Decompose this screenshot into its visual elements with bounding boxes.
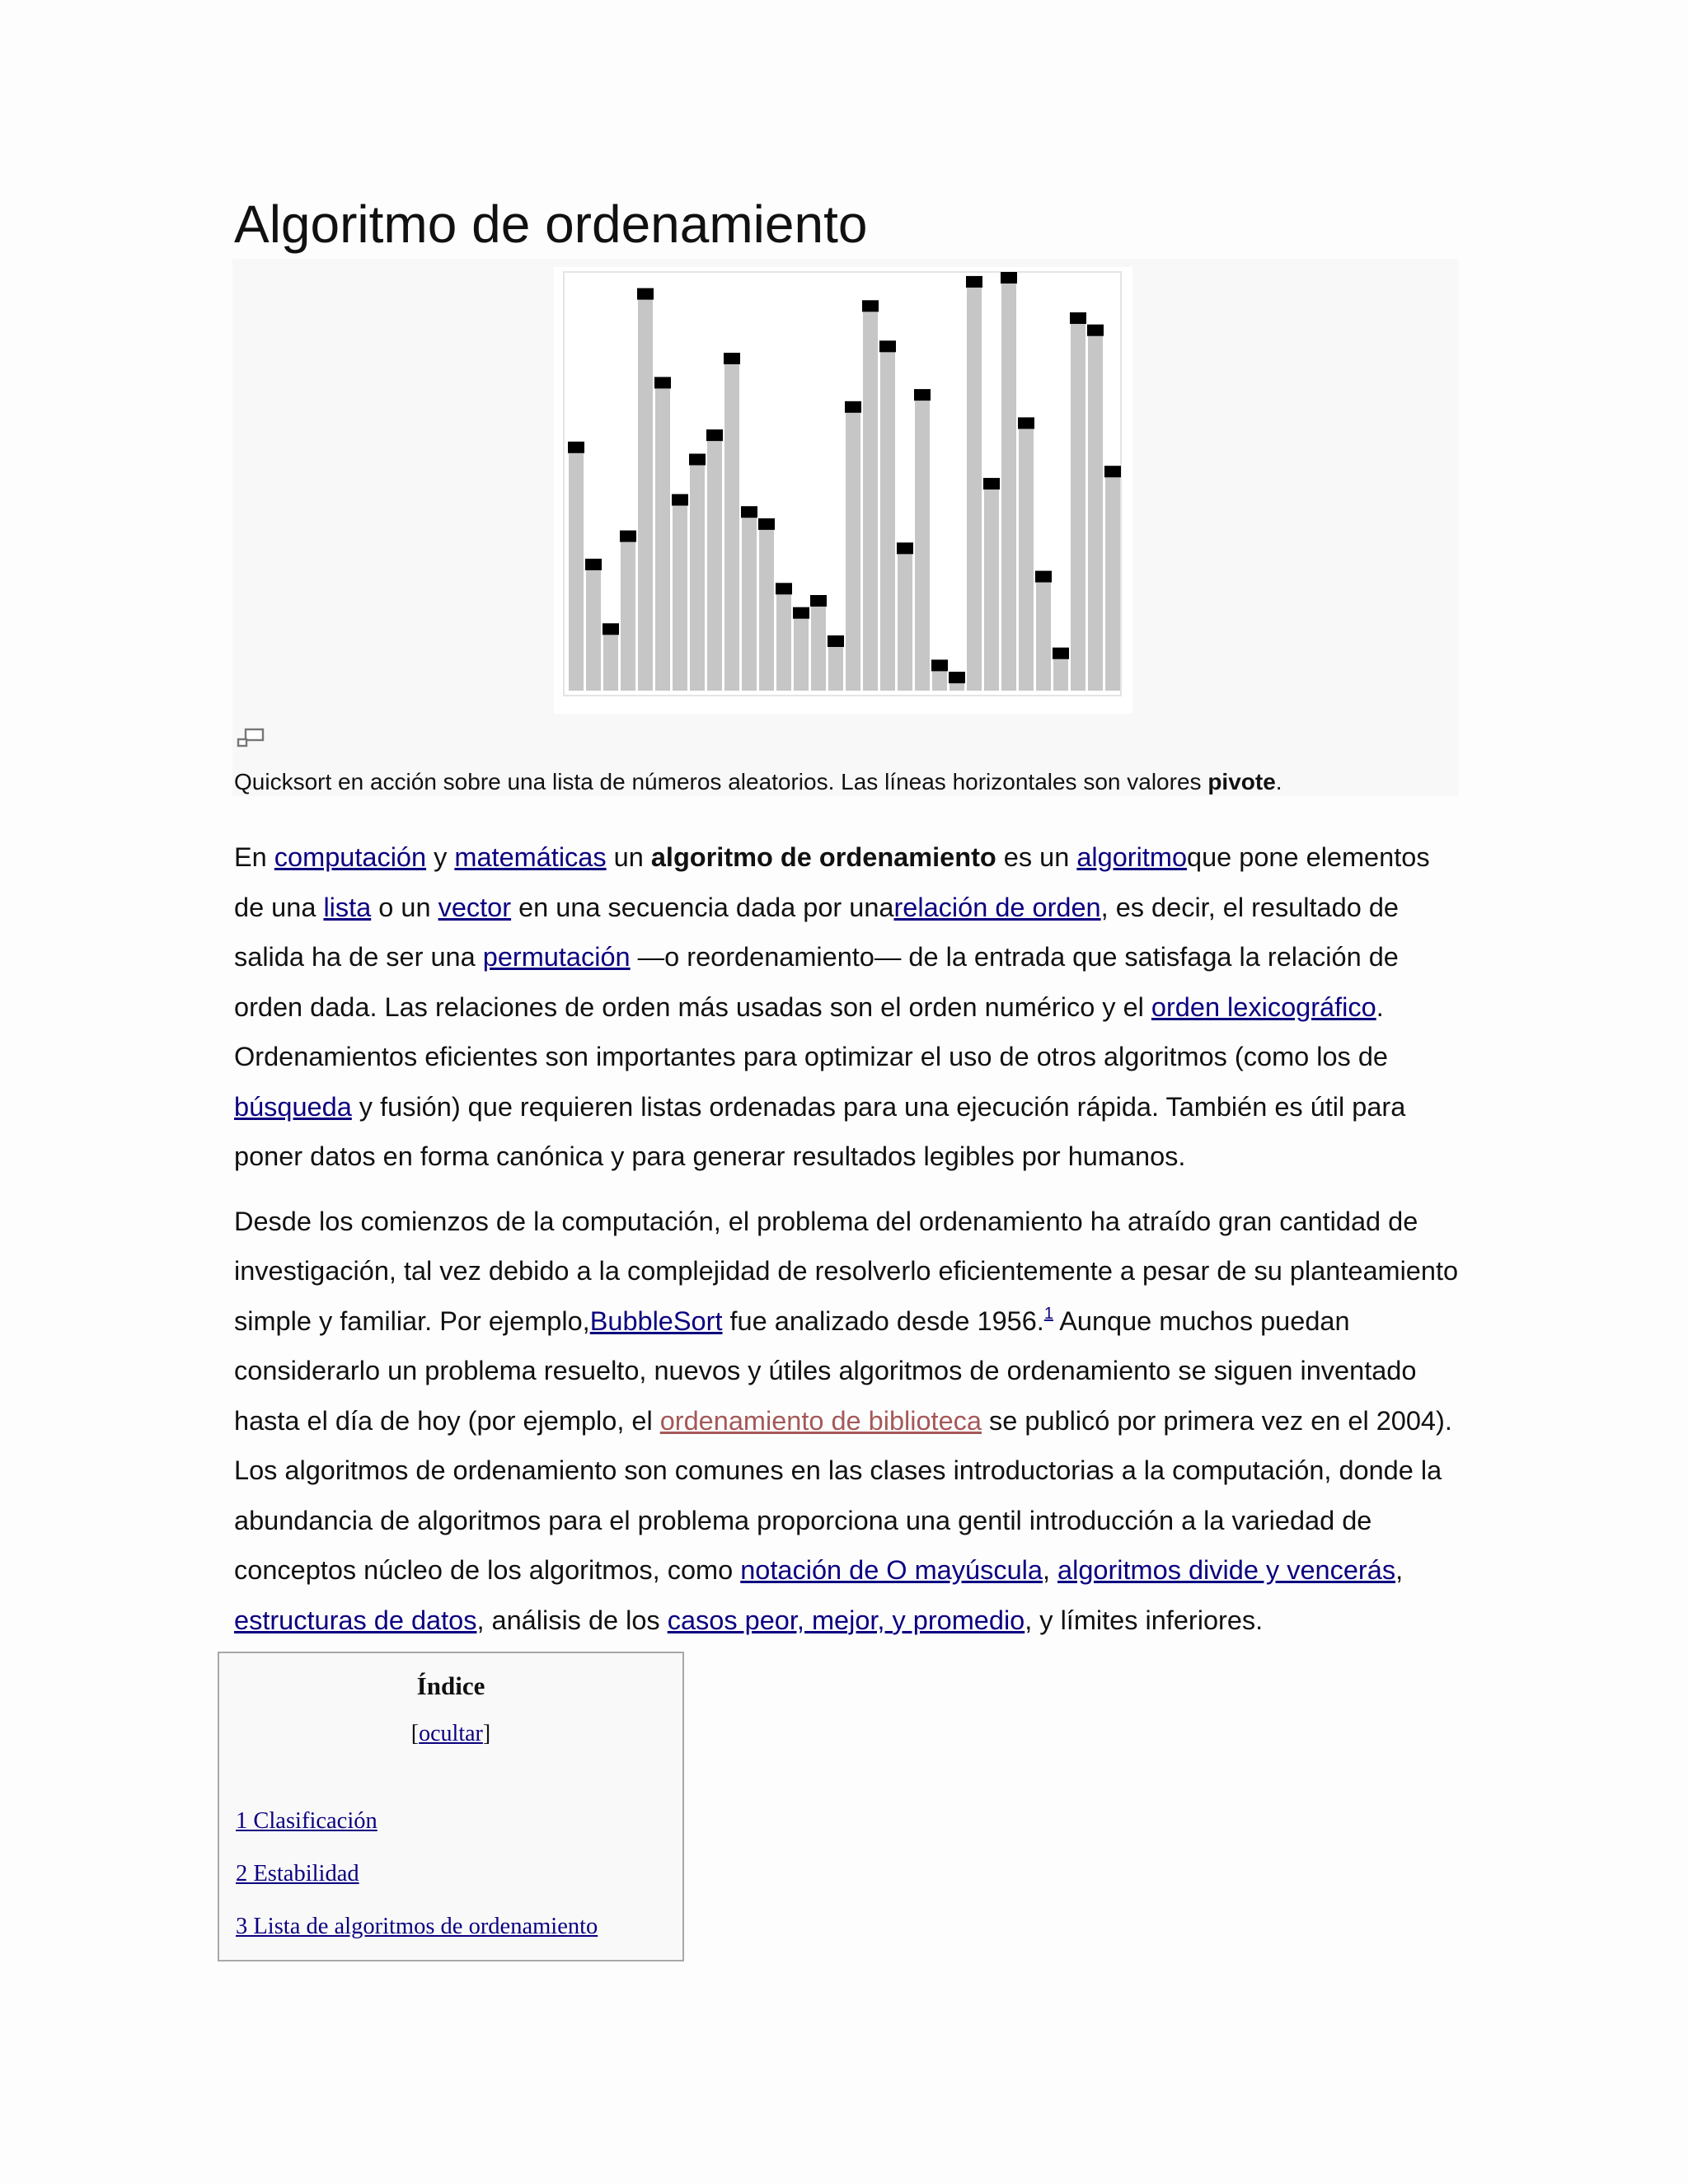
pivot-marker <box>879 340 896 352</box>
text: se publicó por primera vez en el 2004). Los algoritmos de ordenamiento son comunes en las clases introductorias a la computación, donde la abundancia de algoritmos para el problema proporciona una gentil introducción a la variedad de conceptos núcleo de los algoritmos, como <box>234 1405 1452 1585</box>
pivot-marker <box>1070 312 1086 324</box>
pivot-marker <box>793 607 809 619</box>
pivot-marker <box>810 595 827 607</box>
article-body <box>234 832 1462 1660</box>
bar <box>984 485 999 691</box>
history-paragraph <box>234 1197 1462 1646</box>
toc-title: Índice <box>416 1671 485 1700</box>
bar <box>707 436 722 691</box>
bar <box>1019 424 1034 691</box>
link-algoritmo[interactable]: algoritmo <box>1076 842 1188 872</box>
bar <box>586 565 601 691</box>
toc-bracket-close: ] <box>482 1721 491 1746</box>
pivot-marker <box>845 401 861 413</box>
figure-caption <box>234 768 1454 796</box>
bar <box>638 295 653 691</box>
text: Aunque muchos puedan considerarlo un problema resuelto, nuevos y útiles algoritmos de ordenamiento se siguen inventado hasta el día de hoy (por ejemplo, el <box>234 1305 1417 1436</box>
table-of-contents <box>218 1652 684 1961</box>
pivot-marker <box>603 623 619 635</box>
pivot-marker <box>758 518 775 530</box>
pivot-marker <box>672 494 688 506</box>
text: o un <box>371 892 438 922</box>
text: , es decir, el resultado de salida ha de ser una <box>234 892 1399 972</box>
text: , <box>1042 1555 1058 1585</box>
bar <box>863 307 878 691</box>
text: —o reordenamiento— de la entrada que satisfaga la relación de orden dada. Las relaciones de orden más usadas son el orden numérico y el <box>234 942 1399 1022</box>
pivot-marker <box>741 506 757 518</box>
bar <box>603 630 618 691</box>
text: , análisis de los <box>476 1605 668 1635</box>
pivot-marker <box>1053 648 1069 659</box>
figure-thumbnail <box>232 259 1459 796</box>
bar <box>794 614 809 691</box>
pivot-marker <box>689 454 706 466</box>
bar <box>776 589 791 691</box>
link-bubblesort[interactable]: BubbleSort <box>589 1305 723 1336</box>
pivot-marker <box>724 353 740 364</box>
bar <box>569 448 584 691</box>
pivot-marker <box>568 442 584 453</box>
bar <box>1001 279 1016 691</box>
bar <box>1088 331 1103 691</box>
bold-term: algoritmo de ordenamiento <box>650 842 996 872</box>
toc-link-estabilidad[interactable]: 2 Estabilidad <box>236 1861 359 1886</box>
text: un <box>606 842 651 872</box>
pivot-marker <box>1001 272 1017 284</box>
bar <box>724 359 739 691</box>
pivot-marker <box>706 429 723 441</box>
link-vector[interactable]: vector <box>438 892 512 922</box>
bar <box>1071 319 1085 691</box>
bar <box>967 283 982 691</box>
bar <box>1105 472 1120 691</box>
link-lista[interactable]: lista <box>323 892 372 922</box>
toc-item <box>236 1912 598 1965</box>
caption-end: . <box>1275 769 1282 794</box>
pivot-marker <box>1087 325 1104 336</box>
toc-toggle <box>219 1721 682 1747</box>
bar <box>915 396 930 691</box>
pivot-marker <box>862 300 879 312</box>
pivot-marker <box>983 478 1000 490</box>
caption-text: Quicksort en acción sobre una lista de números aleatorios. Las líneas horizontales son valores <box>234 769 1208 794</box>
link-relacion-de-orden[interactable]: relación de orden <box>893 892 1101 922</box>
bar <box>759 525 774 691</box>
link-orden-lexicografico[interactable]: orden lexicográfico <box>1151 991 1376 1022</box>
reference-link[interactable]: 1 <box>1043 1304 1053 1323</box>
pivot-marker <box>897 542 913 554</box>
toc-link-clasificacion[interactable]: 1 Clasificación <box>236 1808 377 1834</box>
quicksort-bars-graphic <box>554 267 1132 714</box>
pivot-marker <box>966 276 982 288</box>
bar <box>742 513 757 691</box>
text: en una secuencia dada por una <box>511 892 894 922</box>
pivot-marker <box>776 583 792 594</box>
intro-paragraph <box>234 832 1462 1182</box>
link-notacion-o-mayuscula[interactable]: notación de O mayúscula <box>740 1555 1043 1585</box>
pivot-marker <box>828 635 844 647</box>
pivot-marker <box>637 288 654 300</box>
link-busqueda[interactable]: búsqueda <box>234 1091 352 1122</box>
link-estructuras-de-datos[interactable]: estructuras de datos <box>234 1605 477 1635</box>
bar <box>828 642 843 691</box>
text: y fusión) que requieren listas ordenadas para una ejecución rápida. También es útil para poner datos en forma canónica y para generar resultados legibles por humanos. <box>234 1091 1406 1171</box>
pivot-marker <box>949 672 965 683</box>
bar <box>898 549 912 691</box>
toc-item <box>236 1807 598 1859</box>
pivot-marker <box>1018 417 1034 429</box>
pivot-marker <box>585 559 602 570</box>
caption-bold-term: pivote <box>1207 769 1276 794</box>
text: Desde los comienzos de la computación, el problema del ordenamiento ha atraído gran cantidad de investigación, tal vez debido a la complejidad de resolverlo eficientemente a pesar de su planteamiento simple y familiar. Por ejemplo, <box>234 1206 1459 1336</box>
bar <box>1036 578 1051 691</box>
link-permutacion[interactable]: permutación <box>482 942 631 972</box>
toc-hide-link[interactable]: ocultar <box>419 1721 483 1746</box>
bar <box>673 501 687 691</box>
toc-bracket-open: [ <box>410 1721 420 1746</box>
link-matematicas[interactable]: matemáticas <box>454 842 607 872</box>
pivot-marker <box>654 377 671 388</box>
text: , <box>1395 1555 1404 1585</box>
bar <box>655 383 670 691</box>
link-ordenamiento-de-biblioteca[interactable]: ordenamiento de biblioteca <box>659 1405 982 1436</box>
text: En <box>234 842 274 872</box>
text: es un <box>996 842 1077 872</box>
bar <box>690 461 705 691</box>
pivot-marker <box>1104 466 1121 477</box>
pivot-marker <box>1035 571 1052 583</box>
text: y <box>426 842 455 872</box>
quicksort-animation-image[interactable] <box>554 267 1132 714</box>
text: fue analizado desde 1956. <box>722 1305 1044 1336</box>
bar <box>811 602 826 691</box>
toc-link-lista-algoritmos[interactable]: 3 Lista de algoritmos de ordenamiento <box>236 1914 598 1939</box>
toc-list <box>236 1807 598 1965</box>
page-title: Algoritmo de ordenamiento <box>234 191 1459 260</box>
bar <box>880 347 895 691</box>
bar <box>846 408 860 691</box>
pivot-marker <box>914 389 931 401</box>
link-computacion[interactable]: computación <box>274 842 427 872</box>
bar <box>1053 654 1068 691</box>
text: que pone elementos de una <box>234 842 1430 922</box>
link-casos-peor-mejor-promedio[interactable]: casos peor, mejor, y promedio <box>667 1605 1025 1635</box>
text: , y límites inferiores. <box>1025 1605 1264 1635</box>
pivot-marker <box>620 531 636 542</box>
link-divide-y-venceras[interactable]: algoritmos divide y vencerás <box>1057 1555 1396 1585</box>
enlarge-icon[interactable] <box>236 727 265 750</box>
pivot-marker <box>931 659 948 671</box>
bar <box>621 537 635 691</box>
text: . Ordenamientos eficientes son importantes para optimizar el uso de otros algoritmos (como los de <box>234 991 1388 1071</box>
toc-item <box>236 1859 598 1912</box>
